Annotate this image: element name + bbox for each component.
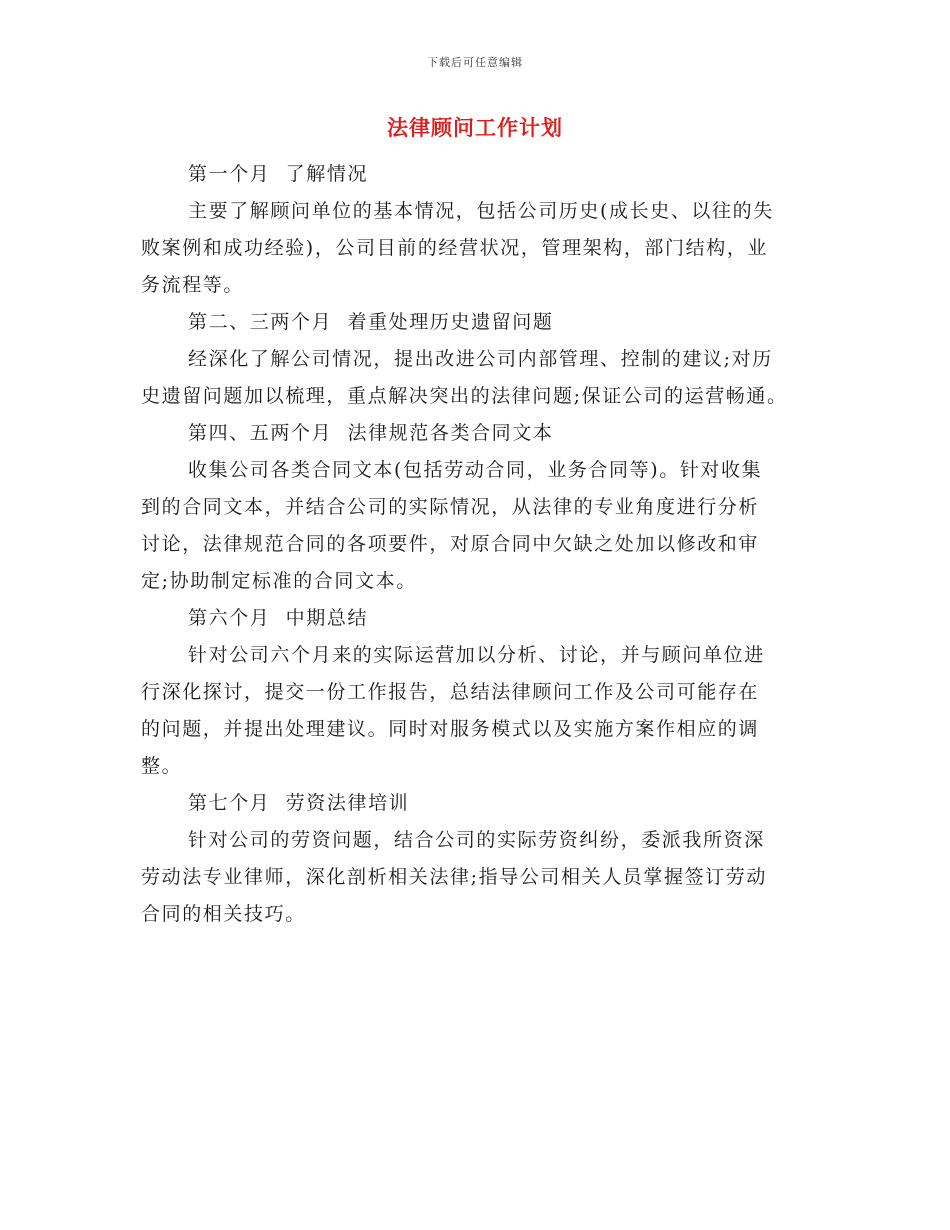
paragraph-line: 的问题，并提出处理建议。同时对服务模式以及实施方案作相应的调 <box>141 718 760 740</box>
paragraph-line: 定;协助制定标准的合同文本。 <box>141 570 417 592</box>
section-heading: 第七个月 劳资法律培训 <box>188 792 410 814</box>
section-month-2-3 <box>141 304 813 415</box>
paragraph-line: 行深化探讨，提交一份工作报告，总结法律顾问工作及公司可能存在 <box>141 681 760 703</box>
section-heading: 第二、三两个月 着重处理历史遗留问题 <box>188 311 554 333</box>
section-heading: 第一个月 了解情况 <box>188 163 369 185</box>
section-month-1 <box>141 156 813 304</box>
document-body <box>141 156 813 933</box>
header-note: 下载后可任意编辑 <box>427 56 523 69</box>
paragraph-line: 败案例和成功经验)，公司目前的经营状况，管理架构，部门结构，业 <box>141 237 769 259</box>
paragraph-line: 收集公司各类合同文本(包括劳动合同，业务合同等)。针对收集 <box>188 459 763 481</box>
paragraph-line: 针对公司六个月来的实际运营加以分析、讨论，并与顾问单位进 <box>188 644 765 666</box>
section-month-4-5 <box>141 415 813 600</box>
section-heading: 第四、五两个月 法律规范各类合同文本 <box>188 422 554 444</box>
paragraph-line: 整。 <box>141 755 183 777</box>
document-title: 法律顾问工作计划 <box>387 115 563 140</box>
paragraph-line: 劳动法专业律师，深化剖析相关法律;指导公司相关人员掌握签订劳动 <box>141 866 768 888</box>
paragraph-line: 主要了解顾问单位的基本情况，包括公司历史(成长史、以往的失 <box>188 200 774 222</box>
section-heading: 第六个月 中期总结 <box>188 607 369 629</box>
paragraph-line: 到的合同文本，并结合公司的实际情况，从法律的专业角度进行分析 <box>141 496 760 518</box>
paragraph-line: 针对公司的劳资问题，结合公司的实际劳资纠纷，委派我所资深 <box>188 829 765 851</box>
section-month-7 <box>141 785 813 933</box>
paragraph-line: 合同的相关技巧。 <box>141 903 306 925</box>
paragraph-line: 史遗留问题加以梳理，重点解决突出的法律问题;保证公司的运营畅通。 <box>141 385 788 407</box>
paragraph-line: 经深化了解公司情况，提出改进公司内部管理、控制的建议;对历 <box>188 348 773 370</box>
paragraph-line: 务流程等。 <box>141 274 245 296</box>
paragraph-line: 讨论，法律规范合同的各项要件，对原合同中欠缺之处加以修改和审 <box>141 533 760 555</box>
section-month-6 <box>141 600 813 785</box>
